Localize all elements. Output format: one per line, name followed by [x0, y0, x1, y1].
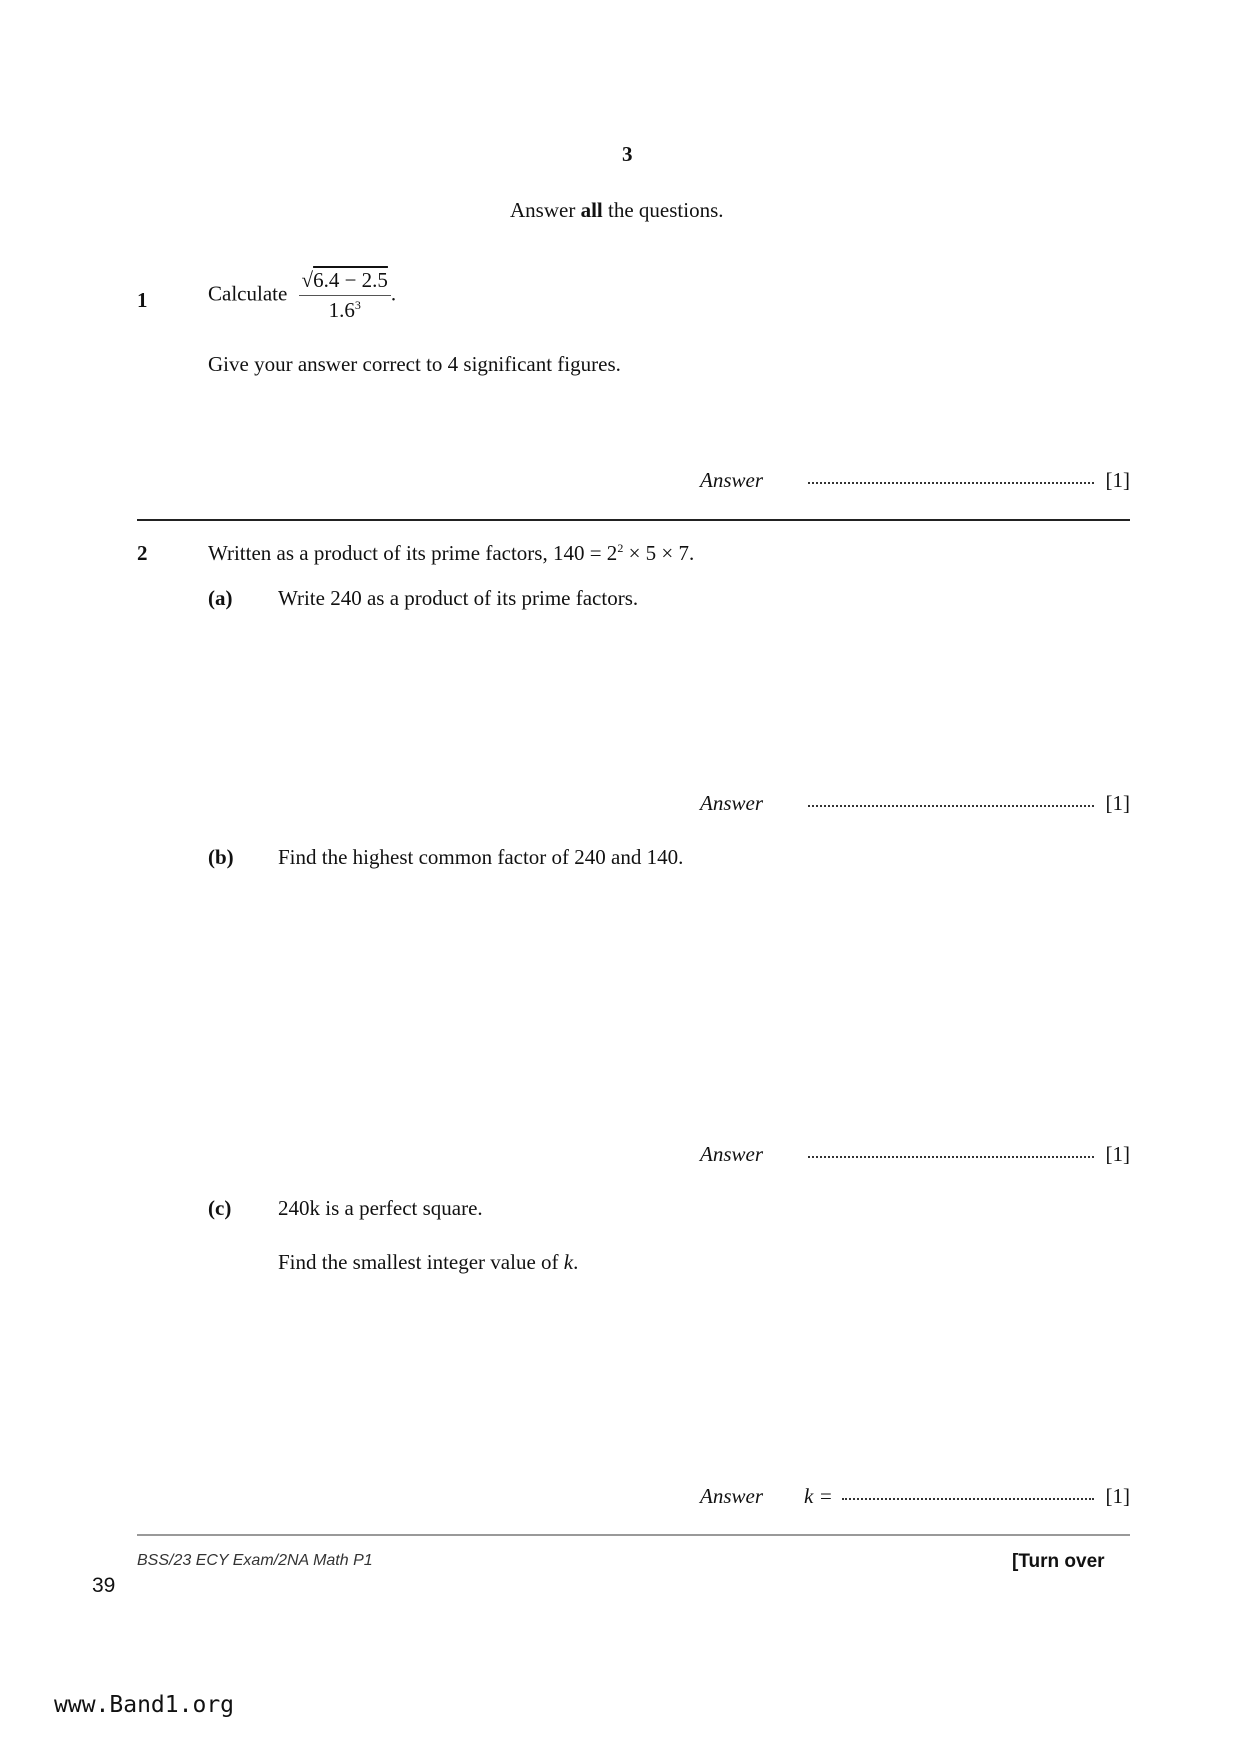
answer-label: Answer: [700, 468, 763, 492]
watermark: www.Band1.org: [54, 1692, 235, 1718]
marks: [1]: [1105, 1484, 1130, 1508]
part-c-label: (c): [208, 1196, 232, 1220]
part-b-text: Find the highest common factor of 240 and 140.: [278, 845, 684, 869]
marks: [1]: [1105, 1142, 1130, 1166]
marks: [1]: [1105, 468, 1130, 492]
answer-dots[interactable]: [842, 1498, 1094, 1500]
period: .: [573, 1250, 579, 1274]
text-var: 240k: [278, 1196, 320, 1220]
question-1-instruction: Give your answer correct to 4 significant figures.: [208, 352, 621, 376]
page-number: 3: [622, 142, 633, 166]
question-1-expression: [208, 268, 396, 323]
instruction-bold: all: [580, 198, 603, 222]
exponent: 3: [354, 298, 361, 312]
answer-dots[interactable]: [808, 805, 1094, 807]
text: Find the smallest integer value of: [278, 1250, 564, 1274]
instruction-text: Answer: [510, 198, 581, 222]
instruction-text-end: the questions.: [602, 198, 724, 222]
answer-variable: k =: [804, 1484, 833, 1508]
instructions: [510, 198, 724, 223]
paper-code: BSS/23 ECY Exam/2NA Math P1: [137, 1552, 373, 1569]
answer-line-q1[interactable]: [700, 468, 1130, 494]
marks: [1]: [1105, 791, 1130, 815]
part-c-text: [278, 1196, 483, 1221]
stem-exponent: 2: [617, 541, 624, 555]
answer-label: Answer: [700, 791, 763, 815]
divider: [137, 519, 1130, 521]
turn-over: [Turn over: [1012, 1551, 1105, 1572]
question-number-1: 1: [137, 288, 148, 312]
answer-dots[interactable]: [808, 1156, 1094, 1158]
stem-text: Written as a product of its prime factors, 140 = 2: [208, 541, 618, 565]
part-c-instruction: [278, 1250, 578, 1275]
answer-dots[interactable]: [808, 482, 1094, 484]
sheet-number: 39: [92, 1574, 116, 1597]
question-number-2: 2: [137, 541, 148, 565]
part-b-label: (b): [208, 845, 234, 869]
answer-label: Answer: [700, 1142, 763, 1166]
footer-divider: [137, 1534, 1130, 1536]
sqrt-symbol: √: [301, 268, 314, 292]
fraction: [299, 268, 391, 323]
denominator: 1.6: [328, 298, 355, 322]
answer-label: Answer: [700, 1484, 763, 1508]
answer-line-2b[interactable]: [700, 1142, 1130, 1168]
question-1-lead: Calculate: [208, 281, 288, 306]
stem-text-end: × 5 × 7.: [623, 541, 695, 565]
answer-line-2a[interactable]: [700, 791, 1130, 817]
answer-line-2c[interactable]: [700, 1484, 1130, 1510]
text-rest: is a perfect square.: [320, 1196, 483, 1220]
question-2-stem: [208, 541, 694, 566]
period: .: [390, 281, 397, 306]
numerator: 6.4 − 2.5: [313, 268, 388, 292]
variable: k: [563, 1250, 574, 1274]
part-a-label: (a): [208, 586, 233, 610]
part-a-text: Write 240 as a product of its prime factors.: [278, 586, 639, 610]
